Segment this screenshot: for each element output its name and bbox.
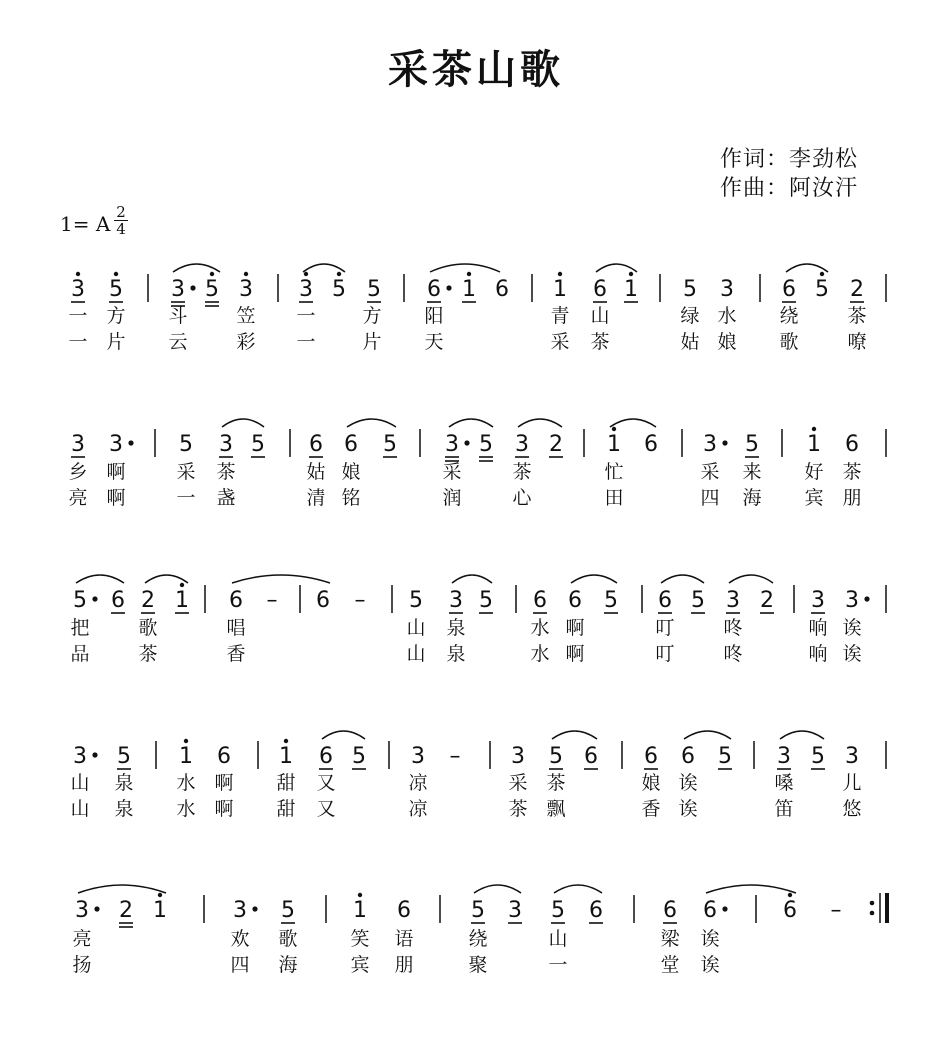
note-digit: 1 bbox=[179, 744, 193, 769]
lyric-char: 绿 bbox=[680, 305, 700, 327]
note-digit: 5 bbox=[691, 588, 705, 613]
tie-slur bbox=[552, 731, 597, 739]
lyric-char: 又 bbox=[316, 798, 336, 820]
lyric-char: 又 bbox=[316, 772, 336, 794]
lyric-char: 品 bbox=[70, 643, 90, 665]
lyric-char: 凉 bbox=[408, 772, 428, 794]
note-digit: 6 bbox=[316, 588, 330, 613]
tie-slur bbox=[452, 575, 492, 583]
tie-slur bbox=[706, 885, 796, 893]
lyric-char: 清 bbox=[306, 487, 326, 509]
octave-dot bbox=[284, 739, 288, 743]
note-digit: 3 bbox=[511, 744, 525, 769]
note-digit: 3 bbox=[726, 588, 740, 613]
lyric-char: 山 bbox=[548, 928, 568, 950]
note-digit: 2 bbox=[119, 898, 133, 923]
lyric-char: 啊 bbox=[565, 643, 585, 665]
note-digit: 5 bbox=[745, 432, 759, 457]
note-digit: 1 bbox=[624, 277, 638, 302]
note-digit: 1 bbox=[279, 744, 293, 769]
lyric-char: 水 bbox=[176, 772, 196, 794]
note-digit: 5 bbox=[205, 277, 219, 302]
note-digit: 5 bbox=[551, 898, 565, 923]
tie-slur bbox=[322, 731, 365, 739]
lyric-char: 绕 bbox=[779, 305, 799, 327]
note-digit: 5 bbox=[718, 744, 732, 769]
lyric-char: 嘹 bbox=[847, 331, 867, 353]
note-digit: 6 bbox=[319, 744, 333, 769]
lyric-char: 姑 bbox=[680, 331, 700, 353]
augmentation-dot bbox=[722, 906, 727, 911]
lyric-char: 啊 bbox=[565, 617, 585, 639]
note-digit: 1 bbox=[462, 277, 476, 302]
note-digit: 6 bbox=[845, 432, 859, 457]
lyric-char: 啊 bbox=[106, 461, 126, 483]
tie-slur bbox=[786, 264, 828, 272]
lyric-char: 叮 bbox=[655, 617, 675, 639]
note-digit: 5 bbox=[811, 744, 825, 769]
lyric-char: 悠 bbox=[842, 798, 862, 820]
lyric-char: 欢 bbox=[230, 928, 250, 950]
lyric-char: 片 bbox=[106, 331, 126, 353]
note-digit: 5 bbox=[367, 277, 381, 302]
lyric-char: 娘 bbox=[341, 461, 361, 483]
lyric-char: 泉 bbox=[114, 798, 134, 820]
tie-slur bbox=[78, 885, 166, 893]
tie-slur bbox=[610, 419, 656, 427]
octave-dot bbox=[114, 272, 118, 276]
note-digit: 3 bbox=[171, 277, 185, 302]
lyric-char: 叮 bbox=[655, 643, 675, 665]
note-digit: 6 bbox=[658, 588, 672, 613]
note-digit: 3 bbox=[411, 744, 425, 769]
lyric-char: 盏 bbox=[216, 487, 236, 509]
note-digit: 6 bbox=[568, 588, 582, 613]
repeat-dot bbox=[870, 911, 875, 916]
note-digit: 3 bbox=[720, 277, 734, 302]
lyric-char: 采 bbox=[176, 461, 196, 483]
lyric-char: 乡 bbox=[68, 461, 88, 483]
lyric-char: 四 bbox=[700, 487, 720, 509]
note-digit: 3 bbox=[219, 432, 233, 457]
note-digit: 6 bbox=[782, 277, 796, 302]
lyric-char: 娘 bbox=[717, 331, 737, 353]
note-digit: 5 bbox=[179, 432, 193, 457]
lyric-char: 采 bbox=[700, 461, 720, 483]
note-digit: 6 bbox=[397, 898, 411, 923]
augmentation-dot bbox=[128, 440, 133, 445]
lyric-char: 朋 bbox=[394, 954, 414, 976]
lyric-char: 忙 bbox=[604, 461, 624, 483]
lyric-char: 啊 bbox=[106, 487, 126, 509]
note-digit: 5 bbox=[471, 898, 485, 923]
lyric-char: 水 bbox=[530, 617, 550, 639]
note-digit: 3 bbox=[777, 744, 791, 769]
note-digit: 5 bbox=[479, 588, 493, 613]
lyric-char: 采 bbox=[442, 461, 462, 483]
lyric-char: 姑 bbox=[306, 461, 326, 483]
lyric-char: 歌 bbox=[779, 331, 799, 353]
octave-dot bbox=[812, 427, 816, 431]
note-digit: 6 bbox=[593, 277, 607, 302]
tie-slur bbox=[173, 264, 220, 272]
lyric-char: 茶 bbox=[590, 331, 610, 353]
lyric-char: 香 bbox=[226, 643, 246, 665]
lyric-char: 凉 bbox=[408, 798, 428, 820]
lyric-char: 采 bbox=[550, 331, 570, 353]
tie-slur bbox=[571, 575, 617, 583]
note-digit: 3 bbox=[508, 898, 522, 923]
lyric-char: 一 bbox=[68, 331, 88, 353]
note-digit: 5 bbox=[383, 432, 397, 457]
tie-slur bbox=[232, 575, 330, 583]
lyric-char: 嗓 bbox=[774, 772, 794, 794]
tie-slur bbox=[780, 731, 824, 739]
augmentation-dot bbox=[94, 906, 99, 911]
lyric-char: 歌 bbox=[278, 928, 298, 950]
lyric-char: 唱 bbox=[226, 617, 246, 639]
lyric-char: 一 bbox=[296, 305, 316, 327]
lyric-char: 泉 bbox=[114, 772, 134, 794]
lyric-char: 青 bbox=[550, 305, 570, 327]
lyric-char: 片 bbox=[362, 331, 382, 353]
note-digit: 1 bbox=[153, 898, 167, 923]
note-digit: 6 bbox=[427, 277, 441, 302]
tie-slur bbox=[430, 264, 500, 272]
note-digit: – bbox=[830, 898, 842, 923]
lyric-char: 亮 bbox=[72, 928, 92, 950]
note-digit: 2 bbox=[850, 277, 864, 302]
note-digit: 3 bbox=[515, 432, 529, 457]
note-digit: 5 bbox=[73, 588, 87, 613]
lyric-char: 咚 bbox=[723, 617, 743, 639]
note-digit: 1 bbox=[807, 432, 821, 457]
lyric-char: 彩 bbox=[236, 331, 256, 353]
tie-slur bbox=[596, 264, 637, 272]
song-title: 采茶山歌 bbox=[388, 47, 564, 93]
lyric-char: 海 bbox=[742, 487, 762, 509]
note-digit: 3 bbox=[71, 432, 85, 457]
note-digit: 6 bbox=[644, 432, 658, 457]
octave-dot bbox=[788, 893, 792, 897]
lyric-char: 一 bbox=[296, 331, 316, 353]
note-digit: 1 bbox=[353, 898, 367, 923]
note-digit: 3 bbox=[845, 588, 859, 613]
note-digit: 3 bbox=[299, 277, 313, 302]
lyric-char: 茶 bbox=[842, 461, 862, 483]
lyric-char: 水 bbox=[717, 305, 737, 327]
lyric-char: 山 bbox=[70, 772, 90, 794]
lyric-char: 泉 bbox=[446, 643, 466, 665]
octave-dot bbox=[180, 583, 184, 587]
note-digit: 5 bbox=[251, 432, 265, 457]
lyric-char: 方 bbox=[362, 305, 382, 327]
note-digit: 2 bbox=[141, 588, 155, 613]
note-digit: 6 bbox=[229, 588, 243, 613]
lyric-char: 宾 bbox=[350, 954, 370, 976]
tie-slur bbox=[729, 575, 773, 583]
lyric-char: 山 bbox=[406, 643, 426, 665]
octave-dot bbox=[76, 272, 80, 276]
lyric-char: 水 bbox=[176, 798, 196, 820]
lyric-char: 一 bbox=[68, 305, 88, 327]
octave-dot bbox=[558, 272, 562, 276]
lyric-char: 四 bbox=[230, 954, 250, 976]
octave-dot bbox=[158, 893, 162, 897]
note-digit: 6 bbox=[681, 744, 695, 769]
lyric-char: 一 bbox=[176, 487, 196, 509]
tie-slur bbox=[661, 575, 704, 583]
note-digit: 5 bbox=[604, 588, 618, 613]
lyric-char: 朋 bbox=[842, 487, 862, 509]
octave-dot bbox=[612, 427, 616, 431]
lyric-char: 聚 bbox=[468, 954, 488, 976]
lyric-char: 茶 bbox=[512, 461, 532, 483]
lyric-char: 咚 bbox=[723, 643, 743, 665]
lyric-char: 斗 bbox=[168, 305, 188, 327]
octave-dot bbox=[244, 272, 248, 276]
note-digit: 5 bbox=[109, 277, 123, 302]
augmentation-dot bbox=[92, 596, 97, 601]
lyric-char: 来 bbox=[742, 461, 762, 483]
lyric-char: 亮 bbox=[68, 487, 88, 509]
lyric-char: 山 bbox=[70, 798, 90, 820]
lyric-char: 茶 bbox=[508, 798, 528, 820]
note-digit: 5 bbox=[332, 277, 346, 302]
lyric-char: 甜 bbox=[276, 772, 296, 794]
lyric-char: 笑 bbox=[350, 928, 370, 950]
lyric-char: 啊 bbox=[214, 772, 234, 794]
octave-dot bbox=[358, 893, 362, 897]
augmentation-dot bbox=[92, 752, 97, 757]
tie-slur bbox=[222, 419, 264, 427]
tie-slur bbox=[303, 264, 345, 272]
lyric-char: 响 bbox=[808, 643, 828, 665]
lyric-char: 茶 bbox=[847, 305, 867, 327]
octave-dot bbox=[304, 272, 308, 276]
lyric-char: 诶 bbox=[842, 617, 862, 639]
note-digit: 6 bbox=[217, 744, 231, 769]
tie-slur bbox=[554, 885, 602, 893]
tie-slur bbox=[518, 419, 562, 427]
octave-dot bbox=[629, 272, 633, 276]
note-digit: 3 bbox=[445, 432, 459, 457]
lyric-char: 海 bbox=[278, 954, 298, 976]
octave-dot bbox=[184, 739, 188, 743]
lyric-char: 田 bbox=[604, 487, 624, 509]
augmentation-dot bbox=[864, 596, 869, 601]
lyric-char: 把 bbox=[70, 617, 90, 639]
augmentation-dot bbox=[464, 440, 469, 445]
augmentation-dot bbox=[190, 285, 195, 290]
note-digit: 2 bbox=[760, 588, 774, 613]
composer-credit: 作曲：阿汝汗 bbox=[720, 176, 859, 201]
lyric-char: 心 bbox=[512, 487, 532, 509]
lyric-char: 茶 bbox=[216, 461, 236, 483]
note-digit: 6 bbox=[589, 898, 603, 923]
note-digit: 1 bbox=[553, 277, 567, 302]
tie-slur bbox=[347, 419, 396, 427]
note-digit: 6 bbox=[495, 277, 509, 302]
lyric-char: 诶 bbox=[678, 798, 698, 820]
lyric-char: 山 bbox=[590, 305, 610, 327]
lyric-char: 方 bbox=[106, 305, 126, 327]
octave-dot bbox=[820, 272, 824, 276]
tie-slur bbox=[145, 575, 188, 583]
note-digit: 6 bbox=[111, 588, 125, 613]
lyric-char: 歌 bbox=[138, 617, 158, 639]
note-digit: 3 bbox=[703, 432, 717, 457]
lyric-char: 铭 bbox=[341, 487, 361, 509]
lyric-char: 云 bbox=[168, 331, 188, 353]
lyric-char: 诶 bbox=[842, 643, 862, 665]
lyricist-credit: 作词：李劲松 bbox=[720, 147, 859, 172]
note-digit: 6 bbox=[644, 744, 658, 769]
lyric-char: 茶 bbox=[138, 643, 158, 665]
note-digit: – bbox=[449, 744, 461, 769]
lyric-char: 飘 bbox=[546, 798, 566, 820]
note-digit: 6 bbox=[663, 898, 677, 923]
lyric-char: 堂 bbox=[660, 954, 680, 976]
lyric-char: 娘 bbox=[641, 772, 661, 794]
augmentation-dot bbox=[446, 285, 451, 290]
note-digit: 6 bbox=[703, 898, 717, 923]
note-digit: 3 bbox=[239, 277, 253, 302]
augmentation-dot bbox=[722, 440, 727, 445]
note-digit: – bbox=[266, 588, 278, 613]
note-digit: 5 bbox=[815, 277, 829, 302]
note-digit: 3 bbox=[73, 744, 87, 769]
octave-dot bbox=[210, 272, 214, 276]
note-digit: 6 bbox=[309, 432, 323, 457]
note-digit: – bbox=[354, 588, 366, 613]
tie-slur bbox=[76, 575, 124, 583]
lyric-char: 梁 bbox=[660, 928, 680, 950]
octave-dot bbox=[467, 272, 471, 276]
lyric-char: 宾 bbox=[804, 487, 824, 509]
lyric-char: 好 bbox=[804, 461, 824, 483]
note-digit: 5 bbox=[479, 432, 493, 457]
lyric-char: 水 bbox=[530, 643, 550, 665]
tie-slur bbox=[474, 885, 521, 893]
lyric-char: 笠 bbox=[236, 305, 256, 327]
tie-slur bbox=[684, 731, 731, 739]
lyric-char: 采 bbox=[508, 772, 528, 794]
note-digit: 3 bbox=[449, 588, 463, 613]
note-digit: 5 bbox=[409, 588, 423, 613]
note-digit: 6 bbox=[533, 588, 547, 613]
lyric-char: 诶 bbox=[700, 954, 720, 976]
note-digit: 3 bbox=[109, 432, 123, 457]
note-digit: 1 bbox=[607, 432, 621, 457]
lyric-char: 响 bbox=[808, 617, 828, 639]
octave-dot bbox=[337, 272, 341, 276]
time-signature-bottom: 4 bbox=[114, 220, 128, 237]
note-digit: 3 bbox=[845, 744, 859, 769]
lyric-char: 一 bbox=[548, 954, 568, 976]
tie-slur bbox=[449, 419, 493, 427]
lyric-char: 泉 bbox=[446, 617, 466, 639]
note-digit: 3 bbox=[71, 277, 85, 302]
lyric-char: 甜 bbox=[276, 798, 296, 820]
note-digit: 3 bbox=[75, 898, 89, 923]
lyric-char: 阳 bbox=[424, 305, 444, 327]
note-digit: 1 bbox=[175, 588, 189, 613]
note-digit: 6 bbox=[344, 432, 358, 457]
lyric-char: 绕 bbox=[468, 928, 488, 950]
time-signature-top: 2 bbox=[116, 203, 126, 221]
lyric-char: 诶 bbox=[678, 772, 698, 794]
lyric-char: 儿 bbox=[842, 772, 862, 794]
note-digit: 5 bbox=[281, 898, 295, 923]
lyric-char: 天 bbox=[424, 331, 444, 353]
note-digit: 2 bbox=[549, 432, 563, 457]
note-digit: 6 bbox=[584, 744, 598, 769]
note-digit: 5 bbox=[683, 277, 697, 302]
lyric-char: 语 bbox=[394, 928, 414, 950]
note-digit: 6 bbox=[783, 898, 797, 923]
note-digit: 5 bbox=[117, 744, 131, 769]
note-digit: 3 bbox=[811, 588, 825, 613]
lyric-char: 山 bbox=[406, 617, 426, 639]
note-digit: 5 bbox=[549, 744, 563, 769]
lyric-char: 香 bbox=[641, 798, 661, 820]
key-signature: 1= A bbox=[60, 212, 111, 236]
note-digit: 3 bbox=[233, 898, 247, 923]
repeat-dot bbox=[870, 901, 875, 906]
lyric-char: 茶 bbox=[546, 772, 566, 794]
lyric-char: 笛 bbox=[774, 798, 794, 820]
augmentation-dot bbox=[252, 906, 257, 911]
lyric-char: 润 bbox=[442, 487, 462, 509]
lyric-char: 诶 bbox=[700, 928, 720, 950]
lyric-char: 扬 bbox=[72, 954, 92, 976]
lyric-char: 啊 bbox=[214, 798, 234, 820]
note-digit: 5 bbox=[352, 744, 366, 769]
